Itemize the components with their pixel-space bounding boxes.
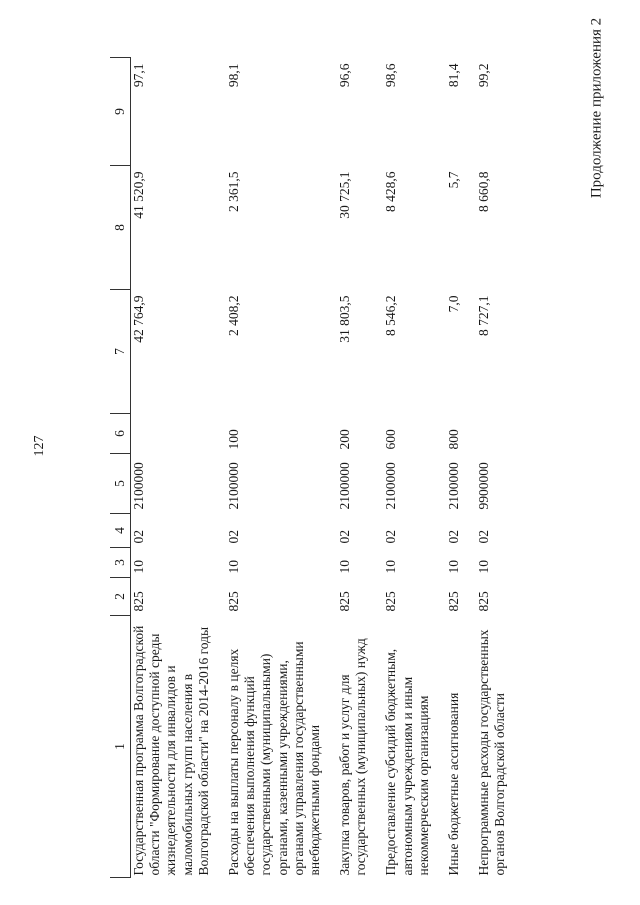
code-cell: 2100000 [225,462,241,510]
amount-cell: 2 361,5 [225,171,241,212]
table-header [110,58,131,878]
appendix-continuation-note: Продолжение приложения 2 [588,17,605,199]
column-header: 4 [110,514,131,548]
row-name: Расходы на выплаты персоналу в целях обеспечения выполнения функций государственными (муниципальными) органами, казенными учреждениями, органами управления государственными внебюджетными фондами [225,641,322,876]
budget-table-container [110,58,630,878]
code-cell: 825 [446,591,461,612]
code-cell: 825 [383,591,399,612]
amount-cell: 5,7 [446,171,461,189]
code-cell [476,414,522,454]
code-cell: 10 [446,560,461,574]
amount-cell: 30 725,1 [337,171,353,219]
code-cell: 10 [476,560,492,574]
code-cell: 825 [131,591,146,612]
code-cell: 02 [476,530,492,544]
amount-cell: 42 764,9 [131,295,146,343]
code-cell: 10 [337,560,353,574]
code-cell: 02 [337,530,353,544]
table-row [476,58,522,878]
code-cell: 2100000 [383,462,399,510]
row-name: Закупка товаров, работ и услуг для государственных (муниципальных) нужд [337,638,369,876]
amount-cell: 8 428,6 [383,171,399,212]
row-name: Иные бюджетные ассигнования [446,692,461,876]
percent-cell: 96,6 [337,63,353,88]
table-row [337,58,383,878]
table-row [226,58,337,878]
code-cell: 2100000 [446,462,461,510]
percent-cell: 98,6 [383,63,399,88]
row-name: Государственная программа Волгоградской области "Формирование доступной среды жизнедеятельности для инвалидов и маломобильных групп населения в Волгоградской области" на 2014-2016 годы [131,625,211,876]
percent-cell: 97,1 [131,63,146,88]
column-header: 2 [110,578,131,616]
code-cell: 10 [383,560,399,574]
column-header: 7 [110,290,131,414]
table-row [383,58,446,878]
code-cell: 825 [337,591,353,612]
percent-cell: 99,2 [476,63,492,88]
code-cell: 800 [446,429,461,450]
code-cell: 825 [225,591,241,612]
table-row [131,58,226,878]
code-cell: 600 [383,429,399,450]
code-cell: 100 [225,429,241,450]
code-cell: 200 [337,429,353,450]
amount-cell: 8 546,2 [383,295,399,336]
percent-cell: 81,4 [446,63,461,88]
table-row [446,58,476,878]
column-header: 1 [110,616,131,878]
code-cell: 10 [225,560,241,574]
code-cell: 2100000 [131,462,146,510]
page-number: 127 [32,435,47,457]
column-header: 8 [110,166,131,290]
amount-cell: 41 520,9 [131,171,146,219]
code-cell: 02 [446,530,461,544]
code-cell: 02 [225,530,241,544]
budget-table [110,57,523,878]
column-header: 5 [110,454,131,514]
amount-cell: 7,0 [446,295,461,313]
code-cell: 9900000 [476,462,492,510]
code-cell: 02 [383,530,399,544]
amount-cell: 8 727,1 [476,295,492,336]
code-cell: 2100000 [337,462,353,510]
code-cell: 02 [131,530,146,544]
code-cell: 825 [476,591,492,612]
table-body [131,58,523,878]
row-name: Предоставление субсидий бюджетным, автономным учреждениям и иным некоммерческим организациям [383,648,431,876]
column-header: 6 [110,414,131,454]
amount-cell: 2 408,2 [225,295,241,336]
header-row [110,58,131,878]
column-header: 3 [110,548,131,578]
column-header: 9 [110,58,131,166]
amount-cell: 8 660,8 [476,171,492,212]
code-cell [131,414,226,454]
amount-cell: 31 803,5 [337,295,353,343]
row-name: Непрограммные расходы государственных органов Волгоградской области [476,629,508,876]
code-cell: 10 [131,560,146,574]
percent-cell: 98,1 [225,63,241,88]
